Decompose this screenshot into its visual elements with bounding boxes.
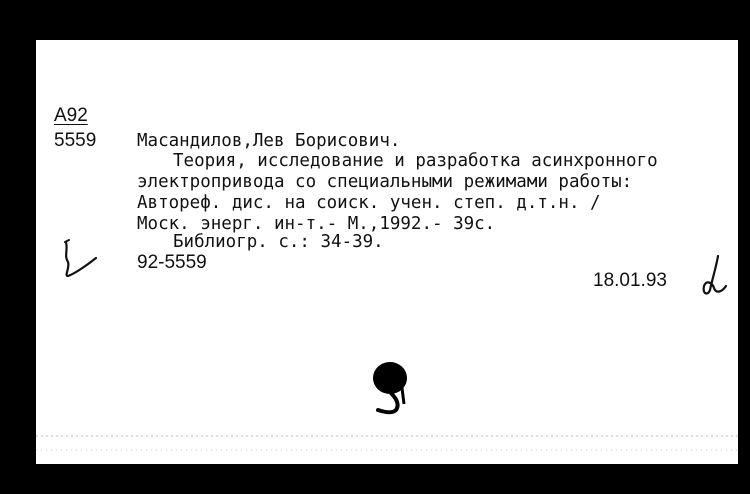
- shelf-mark-number: 5559: [54, 130, 97, 151]
- description-line-1: Автореф. дис. на соиск. учен. степ. д.т.н. /: [137, 193, 601, 213]
- title-line-1: Теория, исследование и разработка асинхронного: [173, 151, 658, 171]
- handwritten-initial-left: [56, 236, 106, 282]
- accession-number: 92-5559: [137, 252, 207, 273]
- punch-hole: [366, 358, 422, 420]
- title-line-2: электропривода со специальными режимами работы:: [137, 172, 633, 192]
- handwritten-signature-right: [696, 252, 732, 302]
- description-line-2: Моск. энерг. ин-т.- М.,1992.- 39с.: [137, 214, 496, 234]
- author-heading: Масандилов,Лев Борисович.: [137, 131, 401, 151]
- shelf-mark-top: А92: [54, 105, 88, 126]
- scan-artifact-lines: [36, 430, 738, 464]
- bibliography-note: Библиогр. с.: 34-39.: [173, 232, 384, 252]
- catalog-card: [36, 40, 738, 464]
- date-stamp: 18.01.93: [593, 270, 667, 291]
